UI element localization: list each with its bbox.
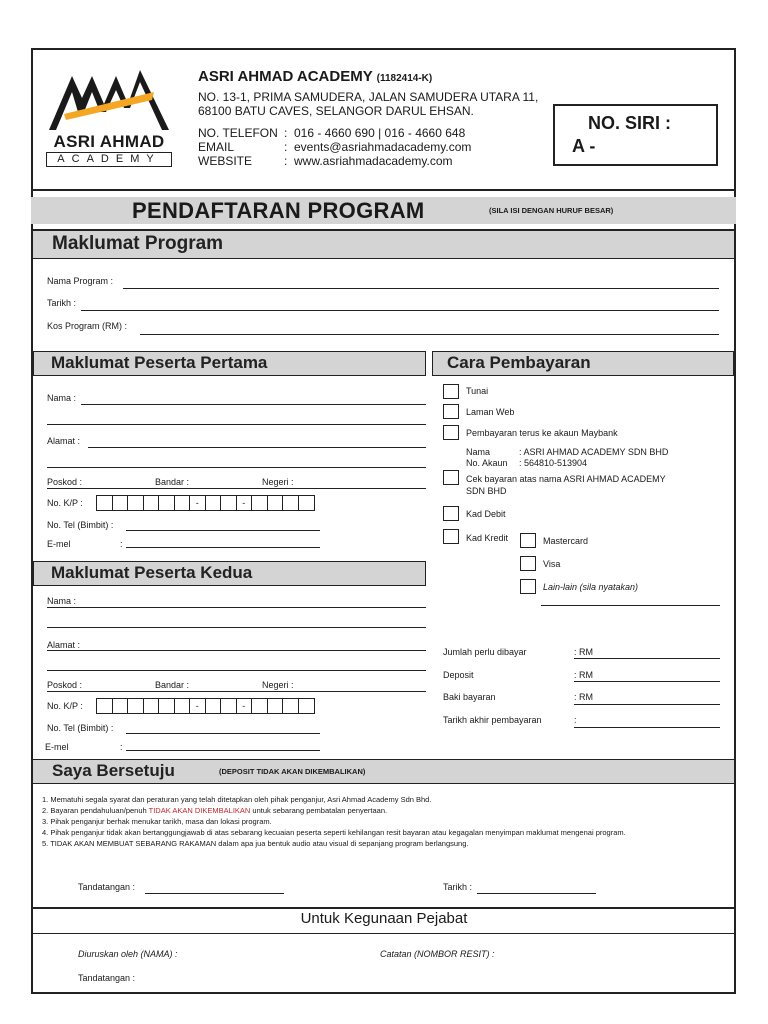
tarikh-akhir-label: Tarikh akhir pembayaran xyxy=(443,715,542,725)
deposit-rm: : RM xyxy=(574,670,593,680)
setuju-note: (DEPOSIT TIDAK AKAN DIKEMBALIKAN) xyxy=(219,767,366,776)
catatan-label: Catatan (NOMBOR RESIT) : xyxy=(380,949,495,959)
peserta1-emel-line[interactable] xyxy=(126,547,320,548)
peserta1-kp-label: No. K/P : xyxy=(47,498,83,508)
peserta1-alamat-line-1[interactable] xyxy=(88,447,426,448)
kp-dash: - xyxy=(190,699,206,713)
peserta2-emel-line[interactable] xyxy=(126,750,320,751)
siri-value: A - xyxy=(572,136,596,156)
term-2 xyxy=(42,806,387,815)
telefon-value: 016 - 4660 690 | 016 - 4660 648 xyxy=(294,126,466,140)
email-colon: : xyxy=(284,140,288,154)
lain-line[interactable] xyxy=(541,605,720,606)
visa-label: Visa xyxy=(543,559,561,569)
form-title-note: (SILA ISI DENGAN HURUF BESAR) xyxy=(489,206,614,215)
laman-web-label: Laman Web xyxy=(466,407,515,417)
peserta1-emel-colon: : xyxy=(120,539,123,549)
telefon-colon: : xyxy=(284,126,288,140)
setuju-heading: Saya Bersetuju xyxy=(52,761,175,780)
visa-checkbox[interactable] xyxy=(520,556,536,571)
deposit-label: Deposit xyxy=(443,670,474,680)
address-line-1: NO. 13-1, PRIMA SAMUDERA, JALAN SAMUDERA UTARA 11, xyxy=(198,90,539,104)
tunai-label: Tunai xyxy=(466,386,489,396)
mastercard-checkbox[interactable] xyxy=(520,533,536,548)
logo-text-bottom: ACADEMY xyxy=(46,152,172,167)
setuju-tandatangan-line[interactable] xyxy=(145,893,284,894)
peserta1-negeri-label: Negeri : xyxy=(262,477,294,487)
pejabat-tandatangan-label: Tandatangan : xyxy=(78,973,136,983)
tarikh-program-line[interactable] xyxy=(81,310,719,311)
peserta2-nama-label: Nama : xyxy=(47,596,77,606)
bank-akaun-value: : 564810-513904 xyxy=(519,458,588,468)
email-value: events@asriahmadacademy.com xyxy=(294,140,472,154)
term-4: 4. Pihak penganjur tidak akan bertanggungjawab di atas sebarang kecuaian peserta seperti kehilangan resit bayaran atau kegagalan menyimpan maklumat mengenai program. xyxy=(42,828,626,837)
peserta1-tel-label: No. Tel (Bimbit) : xyxy=(47,520,114,530)
peserta2-emel-label: E-mel xyxy=(45,742,69,752)
kredit-label: Kad Kredit xyxy=(466,533,509,543)
kp-dash: - xyxy=(237,699,253,713)
cek-checkbox[interactable] xyxy=(443,470,459,485)
kredit-checkbox[interactable] xyxy=(443,529,459,544)
peserta2-tel-label: No. Tel (Bimbit) : xyxy=(47,723,114,733)
bank-nama-value: : ASRI AHMAD ACADEMY SDN BHD xyxy=(519,447,669,457)
program-heading: Maklumat Program xyxy=(52,233,224,254)
tunai-checkbox[interactable] xyxy=(443,384,459,399)
website-value: www.asriahmadacademy.com xyxy=(294,154,453,168)
peserta1-bandar-label: Bandar : xyxy=(155,477,190,487)
pejabat-heading: Untuk Kegunaan Pejabat xyxy=(300,910,468,927)
term-2-b: TIDAK AKAN DIKEMBALIKAN xyxy=(148,806,251,815)
address-line-2: 68100 BATU CAVES, SELANGOR DARUL EHSAN. xyxy=(198,104,474,118)
terus-label: Pembayaran terus ke akaun Maybank xyxy=(466,428,618,438)
jumlah-line[interactable] xyxy=(574,658,720,659)
peserta1-kp-boxes[interactable] xyxy=(96,495,315,511)
deposit-line[interactable] xyxy=(574,681,720,682)
academy-logo-icon xyxy=(44,64,174,138)
peserta1-heading: Maklumat Peserta Pertama xyxy=(51,353,268,372)
pembayaran-heading: Cara Pembayaran xyxy=(447,353,591,372)
company-name-text: ASRI AHMAD ACADEMY xyxy=(198,68,373,85)
bank-akaun-label: No. Akaun xyxy=(466,458,508,468)
peserta1-poskod-label: Poskod : xyxy=(47,477,83,487)
pejabat-border xyxy=(31,907,736,909)
debit-checkbox[interactable] xyxy=(443,506,459,521)
peserta1-nama-line-1[interactable] xyxy=(81,404,426,405)
term-5: 5. TIDAK AKAN MEMBUAT SEBARANG RAKAMAN dalam apa jua bentuk audio atau visual di sepanjang program berlangsung. xyxy=(42,839,469,848)
tarikh-akhir-colon: : xyxy=(574,715,577,725)
term-2-a: 2. Bayaran pendahuluan/penuh xyxy=(42,806,149,815)
lain-checkbox[interactable] xyxy=(520,579,536,594)
tarikh-program-label: Tarikh : xyxy=(47,298,77,308)
kos-program-label: Kos Program (RM) : xyxy=(47,321,128,331)
peserta2-alamat-line-1[interactable] xyxy=(47,650,426,651)
company-name xyxy=(198,68,432,85)
nama-program-label: Nama Program : xyxy=(47,276,114,286)
telefon-label: NO. TELEFON xyxy=(198,126,278,140)
tarikh-akhir-line[interactable] xyxy=(574,727,720,728)
baki-label: Baki bayaran xyxy=(443,692,496,702)
baki-line[interactable] xyxy=(574,704,720,705)
mastercard-label: Mastercard xyxy=(543,536,589,546)
form-title: PENDAFTARAN PROGRAM xyxy=(132,198,425,223)
setuju-tandatangan-label: Tandatangan : xyxy=(78,882,136,892)
pejabat-heading-border xyxy=(31,933,736,934)
peserta2-heading: Maklumat Peserta Kedua xyxy=(51,563,253,582)
company-reg: (1182414-K) xyxy=(376,73,433,84)
term-3: 3. Pihak penganjur berhak menukar tarikh, masa dan lokasi program. xyxy=(42,817,272,826)
setuju-tarikh-line[interactable] xyxy=(477,893,596,894)
jumlah-rm: : RM xyxy=(574,647,593,657)
bank-nama-label: Nama xyxy=(466,447,491,457)
peserta2-nama-line-2[interactable] xyxy=(47,627,426,628)
peserta2-negeri-label: Negeri : xyxy=(262,680,294,690)
term-2-c: untuk sebarang pembatalan penyertaan. xyxy=(250,806,388,815)
website-label: WEBSITE xyxy=(198,154,253,168)
terus-checkbox[interactable] xyxy=(443,425,459,440)
peserta2-kp-boxes[interactable] xyxy=(96,698,315,714)
peserta1-nama-label: Nama : xyxy=(47,393,77,403)
jumlah-label: Jumlah perlu dibayar xyxy=(443,647,527,657)
kp-dash: - xyxy=(190,496,206,510)
peserta1-tel-line[interactable] xyxy=(126,530,320,531)
peserta2-kp-label: No. K/P : xyxy=(47,701,83,711)
term-1: 1. Mematuhi segala syarat dan peraturan yang telah ditetapkan oleh pihak penganjur, Asri Ahmad Academy Sdn Bhd. xyxy=(42,795,432,804)
peserta1-alamat-line-2[interactable] xyxy=(47,467,426,468)
website-colon: : xyxy=(284,154,288,168)
siri-label: NO. SIRI : xyxy=(588,113,672,133)
peserta2-poskod-label: Poskod : xyxy=(47,680,83,690)
cek-label-2: SDN BHD xyxy=(466,486,507,496)
peserta1-alamat-label: Alamat : xyxy=(47,436,81,446)
peserta2-nama-line-1[interactable] xyxy=(47,607,426,608)
peserta2-alamat-label: Alamat : xyxy=(47,640,81,650)
peserta1-alamat-line-3[interactable] xyxy=(47,488,426,489)
email-label: EMAIL xyxy=(198,140,235,154)
lain-label: Lain-lain (sila nyatakan) xyxy=(543,582,639,592)
diuruskan-label: Diuruskan oleh (NAMA) : xyxy=(78,949,178,959)
nama-program-line[interactable] xyxy=(123,288,719,289)
baki-rm: : RM xyxy=(574,692,593,702)
cek-label-1: Cek bayaran atas nama ASRI AHMAD ACADEMY xyxy=(466,474,666,484)
kp-dash: - xyxy=(237,496,253,510)
peserta2-tel-line[interactable] xyxy=(126,733,320,734)
peserta2-bandar-label: Bandar : xyxy=(155,680,190,690)
peserta2-alamat-line-2[interactable] xyxy=(47,670,426,671)
setuju-tarikh-label: Tarikh : xyxy=(443,882,473,892)
peserta1-nama-line-2[interactable] xyxy=(47,424,426,425)
peserta2-alamat-line-3[interactable] xyxy=(47,691,426,692)
peserta1-emel-label: E-mel xyxy=(47,539,71,549)
kos-program-line[interactable] xyxy=(140,334,719,335)
logo-text-top: ASRI AHMAD xyxy=(53,132,165,151)
laman-web-checkbox[interactable] xyxy=(443,404,459,419)
debit-label: Kad Debit xyxy=(466,509,506,519)
peserta2-emel-colon: : xyxy=(120,742,123,752)
